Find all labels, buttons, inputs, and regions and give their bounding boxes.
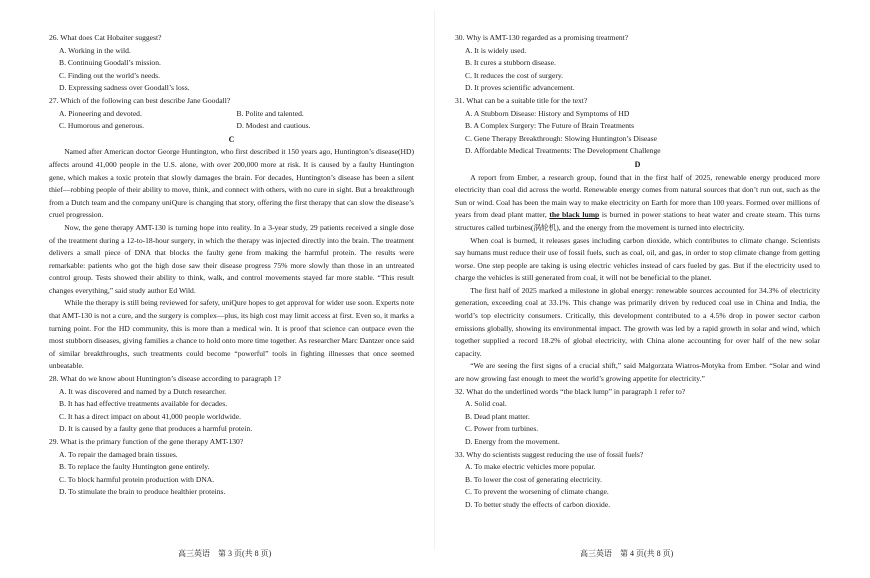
option-a: A. Working in the wild. xyxy=(59,45,131,55)
option-a: A. Pioneering and devoted. xyxy=(59,108,142,118)
option-a: A. It is widely used. xyxy=(465,45,527,55)
left-page xyxy=(49,32,414,499)
option-b: B. Polite and talented. xyxy=(236,108,304,118)
paragraph-text: is burned in power stations to heat water and create steam. This turns structures called turbines(涡轮机), and the energy from the movement is turned into electricity. xyxy=(455,210,820,232)
option-row xyxy=(49,120,414,133)
passage-paragraph: Now, the gene therapy AMT-130 is turning hope into reality. In a 3-year study, 29 patients received a single dose of the treatment during a 12-to-18-hour surgery, in which the therapy was injected directly into the brain. The treatment delivers a small piece of DNA that blocks the faulty gene from making the harmful protein. The results were remarkable: patients who got the high dose saw their disease progress 75% more slowly than those in an untreated control group. Tests showed their ability to think, walk, and control movements stayed far more stable. “This result changes everything,” said study author Ed Wild. xyxy=(49,222,414,295)
question-30 xyxy=(455,32,820,95)
passage-paragraph xyxy=(455,172,820,235)
option-d: D. To stimulate the brain to produce healthier proteins. xyxy=(59,487,226,497)
option-d: D. To better study the effects of carbon dioxide. xyxy=(465,499,611,509)
section-heading-c: C xyxy=(228,134,235,144)
section-heading-d: D xyxy=(634,159,641,169)
option-c: C. Power from turbines. xyxy=(465,424,539,434)
option-a: A. It was discovered and named by a Dutch researcher. xyxy=(59,386,227,396)
option-b: B. Continuing Goodall’s mission. xyxy=(59,58,161,68)
question-28 xyxy=(49,373,414,436)
question-stem: 26. What does Cat Hobaiter suggest? xyxy=(49,33,162,42)
question-33 xyxy=(455,449,820,512)
option-b: B. A Complex Surgery: The Future of Brain Treatments xyxy=(465,121,635,131)
page-fold-divider xyxy=(434,10,435,550)
option-d: D. Modest and cautious. xyxy=(236,121,311,131)
option-d: D. Expressing sadness over Goodall’s loss. xyxy=(59,83,190,93)
option-d: D. It is caused by a faulty gene that produces a harmful protein. xyxy=(59,424,253,434)
question-stem: 31. What can be a suitable title for the text? xyxy=(455,95,588,105)
option-row xyxy=(49,108,414,121)
option-a: A. To repair the damaged brain tissues. xyxy=(59,449,178,459)
question-stem: 29. What is the primary function of the gene therapy AMT-130? xyxy=(49,437,244,446)
paragraph-text: A report from Ember, a research group, found that in the first half of 2025, renewable energy produced more electricity than coal did across the world. Renewable energy comes from natural sources that don’t run out, such as the Sun or wind. Coal has been the main way to make electricity on Earth for more than 100 years. Formed over millions of years from dead plant matter, xyxy=(455,172,820,220)
option-b: B. It cures a stubborn disease. xyxy=(465,58,556,68)
question-stem: 28. What do we know about Huntington’s disease according to paragraph 1? xyxy=(49,374,281,384)
option-c: C. It reduces the cost of surgery. xyxy=(465,70,564,80)
passage-paragraph: The first half of 2025 marked a milestone in global energy: renewable sources accounted for 34.3% of electricity generation, exceeding coal at 33.1%. This change was primarily driven by reduced coal use in China and India, the world’s top electricity consumers. Critically, this development contributed to a 4.5% drop in power sector carbon emissions globally, showing its environmental impact. The growth was led by a rapid growth in solar and wind, which together supplied a record 18.2% of global electricity, with China alone accounting for over half of the new solar capacity. xyxy=(455,285,820,358)
option-a: A. To make electric vehicles more popular. xyxy=(465,462,596,472)
option-b: B. To lower the cost of generating electricity. xyxy=(465,474,602,484)
option-b: B. Dead plant matter. xyxy=(465,411,530,421)
passage-paragraph: When coal is burned, it releases gases including carbon dioxide, which contributes to climate change. Scientists say humans must reduce their use of fossil fuels, such as coal, oil, and gas, in order to stop climate change from getting worse. One step people are taking is using electric vehicles instead of cars fueled by gas. But if the electricity used to charge the vehicles is still generated from coal, it will not be beneficial to the planet. xyxy=(455,235,820,283)
underlined-phrase: the black lump xyxy=(549,210,600,220)
passage-paragraph: Named after American doctor George Huntington, who first described it 150 years ago, Huntington’s disease(HD) affects around 41,000 people in the U.S. alone, with over 200,000 more at risk. It is caused by a faulty Huntington gene, which makes a toxic protein that slowly damages the brain. For decades, Huntington’s disease has been a silent thief—robbing people of their ability to move, think, and connect with others, with no cure in sight. But a breakthrough from a Dutch team and the company uniQure is changing that story, offering the first therapy that can slow the disease’s cruel progression. xyxy=(49,147,414,220)
option-c: C. Finding out the world’s needs. xyxy=(59,70,161,80)
passage-d xyxy=(455,172,820,386)
page-footer-left: 高三英语 第 3 页(共 8 页) xyxy=(178,549,272,558)
right-page xyxy=(455,32,820,512)
question-31 xyxy=(455,95,820,158)
option-d: D. It proves scientific advancement. xyxy=(465,83,575,93)
question-32 xyxy=(455,386,820,449)
passage-paragraph: “We are seeing the first signs of a crucial shift,” said Malgorzata Wiatros-Motyka from Ember. “Solar and wind are now growing fast enough to meet the world’s growing appetite for electricity.” xyxy=(455,361,820,384)
option-a: A. Solid coal. xyxy=(465,399,507,409)
question-stem: 33. Why do scientists suggest reducing the use of fossil fuels? xyxy=(455,449,644,459)
passage-c xyxy=(49,146,414,373)
option-c: C. It has a direct impact on about 41,000 people worldwide. xyxy=(59,411,241,421)
option-d: D. Energy from the movement. xyxy=(465,437,560,446)
option-c: C. Humorous and generous. xyxy=(59,121,144,131)
option-b: B. It has had effective treatments available for decades. xyxy=(59,399,228,409)
option-d: D. Affordable Medical Treatments: The Development Challenge xyxy=(465,146,661,156)
question-26 xyxy=(49,32,414,95)
option-b: B. To replace the faulty Huntington gene entirely. xyxy=(59,462,210,472)
passage-paragraph: While the therapy is still being reviewed for safety, uniQure hopes to get approval for wider use soon. Experts note that AMT-130 is not a cure, and the surgery is complex—plus, its high cost may limit access at first. Even so, it marks a turning point. For the HD community, this is more than a medical win. It is proof that science can outpace even the most stubborn diseases, giving families a chance to hold onto more time together. As researcher Marc Dantzer once said of similar breakthroughs, such treatments could become “powerful” tools in fighting illnesses that once seemed unbeatable. xyxy=(49,298,414,371)
option-c: C. To prevent the worsening of climate change. xyxy=(465,487,609,497)
question-27 xyxy=(49,95,414,133)
question-stem: 32. What do the underlined words “the black lump” in paragraph 1 refer to? xyxy=(455,386,686,396)
option-c: C. To block harmful protein production with DNA. xyxy=(59,474,215,484)
question-29 xyxy=(49,436,414,499)
page-footer-right: 高三英语 第 4 页(共 8 页) xyxy=(580,549,674,558)
option-c: C. Gene Therapy Breakthrough: Slowing Huntington’s Disease xyxy=(465,133,657,143)
question-stem: 30. Why is AMT-130 regarded as a promising treatment? xyxy=(455,33,629,42)
question-stem: 27. Which of the following can best describe Jane Goodall? xyxy=(49,95,231,105)
option-a: A. A Stubborn Disease: History and Symptoms of HD xyxy=(465,108,630,118)
